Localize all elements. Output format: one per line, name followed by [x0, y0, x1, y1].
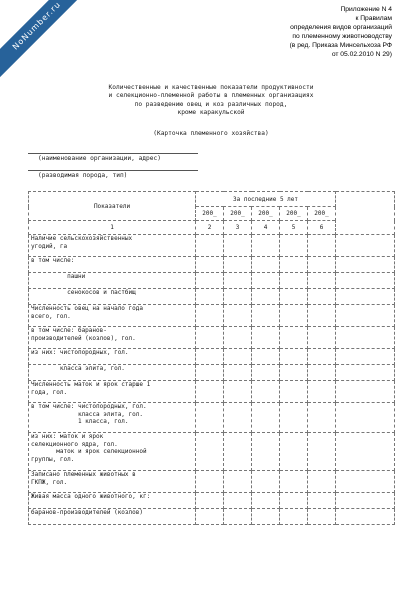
indicator-label-text: Наличие сельскохозяйственных угодий, га	[31, 235, 133, 250]
value-cell[interactable]	[196, 257, 224, 273]
table-row	[29, 433, 395, 471]
appendix-line: от 05.02.2010 N 29)	[331, 51, 392, 58]
value-cell[interactable]	[336, 381, 395, 403]
value-cell[interactable]	[308, 349, 336, 365]
value-cell[interactable]	[224, 327, 252, 349]
value-cell[interactable]	[308, 327, 336, 349]
indicator-label-text: из них: маток и ярок селекционного ядра, гол. маток и ярок селекционной группы, гол.	[31, 433, 147, 463]
table-row	[29, 305, 395, 327]
table-row	[29, 349, 395, 365]
value-cell[interactable]	[308, 509, 336, 525]
value-cell[interactable]	[252, 381, 280, 403]
table-row	[29, 381, 395, 403]
indicators-table	[28, 191, 395, 525]
indicator-label-text: Записано племенных животных в ГКПЖ, гол.	[31, 471, 136, 486]
blank-right-column	[336, 192, 395, 235]
table-row	[29, 493, 395, 509]
column-number: 4	[252, 221, 280, 235]
value-cell[interactable]	[224, 257, 252, 273]
indicator-label	[29, 273, 196, 289]
value-cell[interactable]	[252, 235, 280, 257]
indicator-label-text: баранов-производителей (козлов)	[31, 509, 143, 516]
value-cell[interactable]	[336, 305, 395, 327]
value-cell[interactable]	[280, 235, 308, 257]
indicator-label	[29, 381, 196, 403]
indicator-label-text: в том числе: баранов- производителей (козлов), гол.	[31, 327, 136, 342]
indicator-label-text: Живая масса одного животного, кг:	[31, 493, 151, 500]
column-number: 6	[308, 221, 336, 235]
value-cell[interactable]	[252, 493, 280, 509]
indicators-table-body	[29, 235, 395, 525]
value-cell[interactable]	[280, 257, 308, 273]
value-cell[interactable]	[280, 471, 308, 493]
appendix-line: к Правилам	[355, 15, 392, 22]
value-cell[interactable]	[196, 273, 224, 289]
value-cell[interactable]	[280, 365, 308, 381]
document-title	[28, 84, 394, 118]
value-cell[interactable]	[224, 289, 252, 305]
indicator-label-text: Численность маток и ярок старше 1 года, гол.	[31, 381, 151, 396]
value-cell[interactable]	[196, 433, 224, 471]
value-cell[interactable]	[336, 493, 395, 509]
value-cell[interactable]	[252, 509, 280, 525]
value-cell[interactable]	[224, 493, 252, 509]
appendix-line: по племенному животноводству	[292, 33, 392, 40]
value-cell[interactable]	[224, 349, 252, 365]
value-cell[interactable]	[224, 235, 252, 257]
value-cell[interactable]	[196, 235, 224, 257]
indicator-column-header: Показатели	[29, 192, 196, 221]
value-cell[interactable]	[336, 509, 395, 525]
value-cell[interactable]	[224, 403, 252, 433]
value-cell[interactable]	[224, 273, 252, 289]
value-cell[interactable]	[308, 235, 336, 257]
table-row	[29, 289, 395, 305]
indicator-label	[29, 365, 196, 381]
indicator-label-text: класса элита, гол.	[31, 365, 125, 372]
value-cell[interactable]	[252, 273, 280, 289]
year-cell: 200_	[308, 207, 336, 221]
value-cell[interactable]	[196, 381, 224, 403]
value-cell[interactable]	[196, 349, 224, 365]
title-line: Количественные и качественные показатели продуктивности	[108, 84, 314, 91]
value-cell[interactable]	[336, 289, 395, 305]
indicator-label-text: Численность овец на начало года всего, гол.	[31, 305, 143, 320]
value-cell[interactable]	[336, 349, 395, 365]
value-cell[interactable]	[308, 403, 336, 433]
value-cell[interactable]	[336, 403, 395, 433]
table-row	[29, 327, 395, 349]
table-row	[29, 365, 395, 381]
value-cell[interactable]	[336, 327, 395, 349]
year-cell: 200_	[252, 207, 280, 221]
value-cell[interactable]	[308, 381, 336, 403]
value-cell[interactable]	[336, 433, 395, 471]
value-cell[interactable]	[196, 509, 224, 525]
value-cell[interactable]	[252, 257, 280, 273]
value-cell[interactable]	[224, 365, 252, 381]
org-caption: (наименование организации, адрес)	[38, 155, 161, 162]
year-cell: 200_	[224, 207, 252, 221]
value-cell[interactable]	[280, 403, 308, 433]
appendix-header	[192, 5, 392, 59]
indicator-label	[29, 349, 196, 365]
value-cell[interactable]	[252, 403, 280, 433]
value-cell[interactable]	[224, 471, 252, 493]
breed-fill-line	[28, 170, 198, 171]
indicator-label	[29, 433, 196, 471]
card-type-caption: (Карточка племенного хозяйства)	[153, 130, 269, 137]
indicator-label-text: в том числе: чистопородных, гол. класса элита, гол. 1 класса, гол.	[31, 403, 147, 426]
value-cell[interactable]	[280, 509, 308, 525]
appendix-line: определения видов организаций	[290, 24, 392, 31]
column-number: 3	[224, 221, 252, 235]
table-row	[29, 403, 395, 433]
indicator-label	[29, 289, 196, 305]
table-row	[29, 273, 395, 289]
title-line: и селекционно-племенной работы в племенных организациях	[108, 92, 314, 100]
value-cell[interactable]	[336, 471, 395, 493]
value-cell[interactable]	[196, 327, 224, 349]
table-row	[29, 235, 395, 257]
value-cell[interactable]	[308, 471, 336, 493]
org-fill-line	[28, 153, 198, 154]
value-cell[interactable]	[196, 403, 224, 433]
column-number: 1	[29, 221, 196, 235]
table-row	[29, 471, 395, 493]
indicator-label-text: сенокосов и пастбищ	[31, 289, 136, 296]
value-cell[interactable]	[280, 273, 308, 289]
value-cell[interactable]	[252, 289, 280, 305]
table-row	[29, 509, 395, 525]
appendix-line: Приложение N 4	[340, 6, 392, 13]
indicator-label	[29, 327, 196, 349]
value-cell[interactable]	[308, 305, 336, 327]
appendix-line: (в ред. Приказа Минсельхоза РФ	[289, 42, 392, 49]
indicator-label	[29, 471, 196, 493]
value-cell[interactable]	[336, 235, 395, 257]
indicator-label	[29, 493, 196, 509]
indicator-label	[29, 403, 196, 433]
value-cell[interactable]	[196, 471, 224, 493]
value-cell[interactable]	[280, 305, 308, 327]
value-cell[interactable]	[224, 433, 252, 471]
year-cell: 200_	[196, 207, 224, 221]
value-cell[interactable]	[280, 493, 308, 509]
column-number: 5	[280, 221, 308, 235]
value-cell[interactable]	[308, 289, 336, 305]
years-column-header: За последние 5 лет	[196, 192, 336, 207]
title-line: по разведению овец и коз различных пород,	[134, 100, 288, 108]
value-cell[interactable]	[280, 433, 308, 471]
indicator-label	[29, 235, 196, 257]
column-number: 2	[196, 221, 224, 235]
value-cell[interactable]	[252, 349, 280, 365]
value-cell[interactable]	[196, 289, 224, 305]
value-cell[interactable]	[252, 433, 280, 471]
value-cell[interactable]	[336, 257, 395, 273]
indicator-label	[29, 257, 196, 273]
value-cell[interactable]	[280, 289, 308, 305]
value-cell[interactable]	[252, 305, 280, 327]
value-cell[interactable]	[336, 273, 395, 289]
value-cell[interactable]	[224, 509, 252, 525]
table-row	[29, 257, 395, 273]
value-cell[interactable]	[252, 365, 280, 381]
value-cell[interactable]	[196, 305, 224, 327]
indicator-label-text: пашни	[31, 273, 86, 280]
value-cell[interactable]	[280, 381, 308, 403]
value-cell[interactable]	[308, 365, 336, 381]
year-cell: 200_	[280, 207, 308, 221]
value-cell[interactable]	[280, 349, 308, 365]
value-cell[interactable]	[308, 273, 336, 289]
breed-caption: (разводимая порода, тип)	[38, 172, 128, 179]
value-cell[interactable]	[252, 327, 280, 349]
indicator-label-text: из них: чистопородных, гол.	[31, 349, 129, 356]
title-line: кроме каракульской	[177, 109, 245, 117]
value-cell[interactable]	[252, 471, 280, 493]
value-cell[interactable]	[308, 433, 336, 471]
value-cell[interactable]	[308, 493, 336, 509]
indicator-label-text: в том числе:	[31, 257, 75, 264]
value-cell[interactable]	[280, 327, 308, 349]
value-cell[interactable]	[308, 257, 336, 273]
value-cell[interactable]	[224, 305, 252, 327]
indicator-label	[29, 509, 196, 525]
value-cell[interactable]	[196, 365, 224, 381]
watermark-ribbon: NoNumber.ru	[0, 0, 97, 86]
value-cell[interactable]	[224, 381, 252, 403]
indicator-label	[29, 305, 196, 327]
value-cell[interactable]	[196, 493, 224, 509]
value-cell[interactable]	[336, 365, 395, 381]
